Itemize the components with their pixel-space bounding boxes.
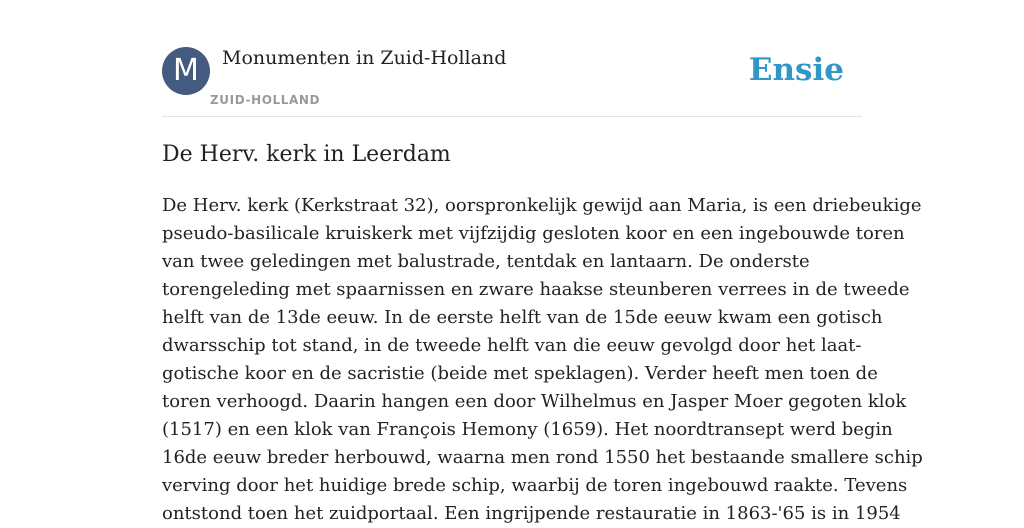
article-title: De Herv. kerk in Leerdam xyxy=(162,142,451,167)
category-label[interactable]: ZUID-HOLLAND xyxy=(210,93,321,107)
body-line: De Herv. kerk (Kerkstraat 32), oorspronkelijk gewijd aan Maria, is een driebeukige xyxy=(162,195,922,216)
avatar[interactable]: M xyxy=(162,47,210,95)
body-line: torengeleding met spaarnissen en zware haakse steunberen verrees in de tweede xyxy=(162,279,910,300)
header xyxy=(162,46,862,117)
body-line: (1517) en een klok van François Hemony (1659). Het noordtransept werd begin xyxy=(162,419,893,440)
body-line: verving door het huidige brede schip, waarbij de toren ingebouwd raakte. Tevens xyxy=(162,475,908,496)
body-line: 16de eeuw breder herbouwd, waarna men rond 1550 het bestaande smallere schip xyxy=(162,447,923,468)
body-line: gotische koor en de sacristie (beide met speklagen). Verder heeft men toen de xyxy=(162,363,878,384)
site-title[interactable]: Monumenten in Zuid-Holland xyxy=(222,47,507,69)
body-line: ontstond toen het zuidportaal. Een ingrijpende restauratie in 1863-'65 is in 1954 xyxy=(162,503,901,524)
body-line: pseudo-basilicale kruiskerk met vijfzijdig gesloten koor en een ingebouwde toren xyxy=(162,223,905,244)
brand-logo[interactable]: Ensie xyxy=(748,52,844,88)
body-line: toren verhoogd. Daarin hangen een door Wilhelmus en Jasper Moer gegoten klok xyxy=(162,391,907,412)
body-line: helft van de 13de eeuw. In de eerste helft van de 15de eeuw kwam een gotisch xyxy=(162,307,883,328)
article-body xyxy=(162,192,923,528)
body-line: dwarsschip tot stand, in de tweede helft van die eeuw gevolgd door het laat- xyxy=(162,335,862,356)
body-line: van twee geledingen met balustrade, tentdak en lantaarn. De onderste xyxy=(162,251,810,272)
